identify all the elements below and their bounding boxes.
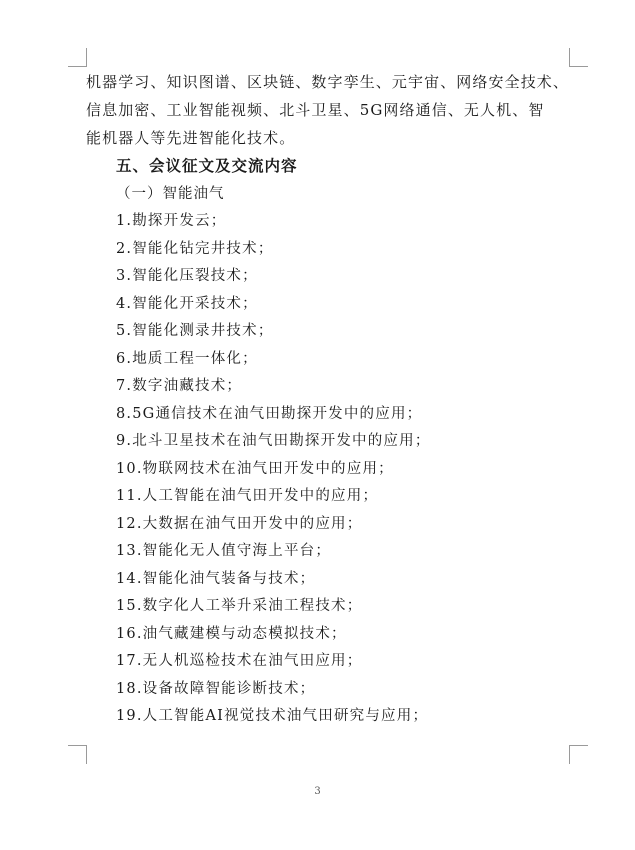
topic-item: 5.智能化测录井技术； (116, 323, 274, 339)
topic-item: 9.北斗卫星技术在油气田勘探开发中的应用； (116, 433, 431, 449)
topic-item: 3.智能化压裂技术； (116, 268, 258, 284)
topic-item: 6.地质工程一体化； (116, 350, 258, 367)
page-number: 3 (314, 786, 321, 797)
topic-item: 11.人工智能在油气田开发中的应用； (116, 488, 379, 504)
topic-item: 15.数字化人工举升采油工程技术； (116, 598, 363, 614)
topic-item: 7.数字油藏技术； (116, 378, 243, 394)
crop-mark-top-left (68, 48, 87, 67)
topic-item: 10.物联网技术在油气田开发中的应用； (116, 460, 394, 477)
intro-line: 机器学习、知识图谱、区块链、数字孪生、元宇宙、网络安全技术、 (86, 73, 570, 91)
topic-item: 8.5G通信技术在油气田勘探开发中的应用； (116, 405, 423, 422)
intro-paragraph (86, 68, 576, 152)
topic-item: 2.智能化钻完井技术； (116, 240, 274, 257)
topic-item: 14.智能化油气装备与技术； (116, 570, 316, 587)
topic-list (86, 208, 576, 731)
document-body (86, 68, 576, 731)
crop-mark-bottom-left (68, 745, 87, 764)
topic-item: 18.设备故障智能诊断技术； (116, 680, 316, 697)
intro-line: 能机器人等先进智能化技术。 (86, 129, 296, 147)
topic-item: 4.智能化开采技术； (116, 295, 258, 312)
topic-item: 17.无人机巡检技术在油气田应用； (116, 653, 363, 669)
topic-item: 1.勘探开发云； (116, 213, 227, 229)
subsection-title: （一）智能油气 (116, 186, 225, 202)
topic-item: 13.智能化无人值守海上平台； (116, 543, 332, 559)
topic-item: 12.大数据在油气田开发中的应用； (116, 515, 363, 532)
topic-item: 19.人工智能AI视觉技术油气田研究与应用； (116, 708, 429, 724)
topic-item: 16.油气藏建模与动态模拟技术； (116, 625, 347, 642)
crop-mark-top-right (569, 48, 588, 67)
intro-line: 信息加密、工业智能视频、北斗卫星、5G网络通信、无人机、智 (86, 101, 545, 119)
crop-mark-bottom-right (569, 745, 588, 764)
section-title: 五、会议征文及交流内容 (116, 157, 298, 175)
